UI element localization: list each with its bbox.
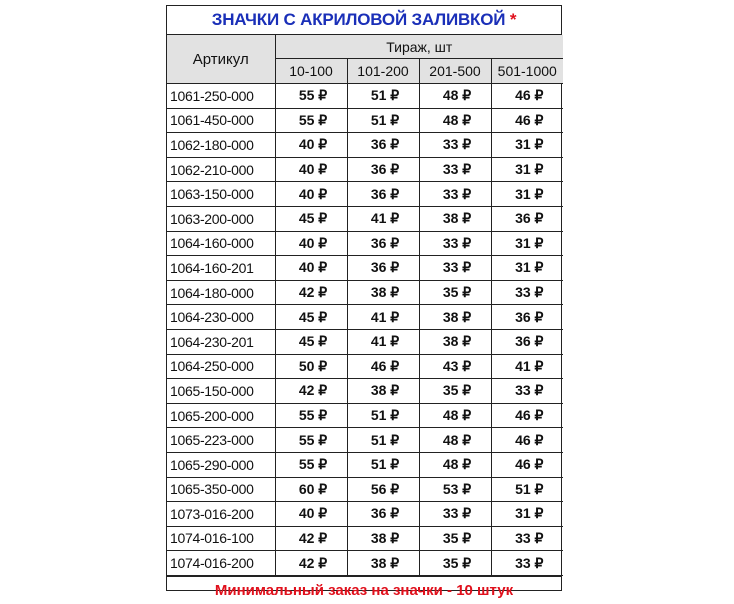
price-cell: 51 ₽ bbox=[347, 108, 419, 133]
price-cell: 42 ₽ bbox=[275, 379, 347, 404]
table-row bbox=[167, 206, 563, 231]
header-article: Артикул bbox=[167, 35, 275, 84]
table-row bbox=[167, 526, 563, 551]
table-row bbox=[167, 84, 563, 109]
price-cell: 31 ₽ bbox=[491, 182, 563, 207]
price-cell: 55 ₽ bbox=[275, 452, 347, 477]
header-quantity: Тираж, шт bbox=[275, 35, 563, 59]
article-cell: 1064-250-000 bbox=[167, 354, 275, 379]
price-cell: 33 ₽ bbox=[491, 526, 563, 551]
price-cell: 31 ₽ bbox=[491, 157, 563, 182]
price-cell: 48 ₽ bbox=[419, 428, 491, 453]
price-table-sheet bbox=[166, 5, 562, 599]
article-cell: 1065-350-000 bbox=[167, 477, 275, 502]
table-row bbox=[167, 108, 563, 133]
article-cell: 1065-200-000 bbox=[167, 403, 275, 428]
price-cell: 36 ₽ bbox=[347, 133, 419, 158]
article-cell: 1062-180-000 bbox=[167, 133, 275, 158]
table-row bbox=[167, 157, 563, 182]
price-cell: 55 ₽ bbox=[275, 84, 347, 109]
price-cell: 55 ₽ bbox=[275, 428, 347, 453]
price-cell: 38 ₽ bbox=[347, 526, 419, 551]
price-cell: 38 ₽ bbox=[419, 329, 491, 354]
table-row bbox=[167, 133, 563, 158]
table-row bbox=[167, 428, 563, 453]
price-cell: 53 ₽ bbox=[419, 477, 491, 502]
article-cell: 1064-180-000 bbox=[167, 280, 275, 305]
price-cell: 46 ₽ bbox=[491, 452, 563, 477]
price-cell: 41 ₽ bbox=[347, 329, 419, 354]
price-cell: 33 ₽ bbox=[419, 231, 491, 256]
price-cell: 46 ₽ bbox=[491, 108, 563, 133]
price-cell: 36 ₽ bbox=[347, 502, 419, 527]
article-cell: 1061-250-000 bbox=[167, 84, 275, 109]
table-row bbox=[167, 329, 563, 354]
price-cell: 40 ₽ bbox=[275, 502, 347, 527]
table-row bbox=[167, 354, 563, 379]
price-cell: 31 ₽ bbox=[491, 231, 563, 256]
price-cell: 46 ₽ bbox=[491, 403, 563, 428]
price-cell: 48 ₽ bbox=[419, 108, 491, 133]
header-range: 201-500 bbox=[419, 59, 491, 84]
price-cell: 50 ₽ bbox=[275, 354, 347, 379]
price-cell: 33 ₽ bbox=[491, 551, 563, 576]
table-row bbox=[167, 231, 563, 256]
price-cell: 45 ₽ bbox=[275, 206, 347, 231]
price-cell: 40 ₽ bbox=[275, 256, 347, 281]
table-title-text: ЗНАЧКИ С АКРИЛОВОЙ ЗАЛИВКОЙ bbox=[211, 10, 506, 29]
price-cell: 33 ₽ bbox=[419, 157, 491, 182]
price-cell: 33 ₽ bbox=[419, 256, 491, 281]
price-cell: 40 ₽ bbox=[275, 231, 347, 256]
price-cell: 51 ₽ bbox=[347, 452, 419, 477]
price-cell: 48 ₽ bbox=[419, 84, 491, 109]
price-cell: 51 ₽ bbox=[347, 403, 419, 428]
price-cell: 35 ₽ bbox=[419, 551, 491, 576]
article-cell: 1065-150-000 bbox=[167, 379, 275, 404]
article-cell: 1064-230-000 bbox=[167, 305, 275, 330]
price-cell: 36 ₽ bbox=[491, 305, 563, 330]
price-cell: 35 ₽ bbox=[419, 280, 491, 305]
header-range: 101-200 bbox=[347, 59, 419, 84]
price-cell: 46 ₽ bbox=[491, 84, 563, 109]
price-cell: 31 ₽ bbox=[491, 133, 563, 158]
table-row bbox=[167, 256, 563, 281]
table-row bbox=[167, 502, 563, 527]
price-cell: 36 ₽ bbox=[347, 231, 419, 256]
table-body bbox=[167, 84, 563, 576]
price-cell: 38 ₽ bbox=[347, 551, 419, 576]
article-cell: 1064-160-201 bbox=[167, 256, 275, 281]
price-cell: 33 ₽ bbox=[419, 502, 491, 527]
article-cell: 1065-290-000 bbox=[167, 452, 275, 477]
article-cell: 1061-450-000 bbox=[167, 108, 275, 133]
price-cell: 38 ₽ bbox=[347, 280, 419, 305]
price-cell: 46 ₽ bbox=[491, 428, 563, 453]
table-row bbox=[167, 280, 563, 305]
price-cell: 38 ₽ bbox=[419, 206, 491, 231]
title-asterisk: * bbox=[509, 10, 517, 29]
price-cell: 42 ₽ bbox=[275, 280, 347, 305]
price-cell: 55 ₽ bbox=[275, 108, 347, 133]
article-cell: 1064-230-201 bbox=[167, 329, 275, 354]
price-cell: 40 ₽ bbox=[275, 182, 347, 207]
price-cell: 36 ₽ bbox=[491, 206, 563, 231]
price-cell: 51 ₽ bbox=[491, 477, 563, 502]
price-cell: 36 ₽ bbox=[491, 329, 563, 354]
price-cell: 51 ₽ bbox=[347, 84, 419, 109]
price-cell: 35 ₽ bbox=[419, 526, 491, 551]
price-cell: 35 ₽ bbox=[419, 379, 491, 404]
table-title bbox=[167, 6, 561, 35]
article-cell: 1074-016-100 bbox=[167, 526, 275, 551]
price-cell: 33 ₽ bbox=[491, 379, 563, 404]
price-cell: 40 ₽ bbox=[275, 133, 347, 158]
price-cell: 36 ₽ bbox=[347, 157, 419, 182]
price-cell: 56 ₽ bbox=[347, 477, 419, 502]
price-cell: 38 ₽ bbox=[347, 379, 419, 404]
price-cell: 48 ₽ bbox=[419, 403, 491, 428]
price-cell: 55 ₽ bbox=[275, 403, 347, 428]
price-table bbox=[167, 35, 563, 576]
article-cell: 1074-016-200 bbox=[167, 551, 275, 576]
minimum-order-note: Минимальный заказ на значки - 10 штук bbox=[167, 576, 561, 604]
price-cell: 51 ₽ bbox=[347, 428, 419, 453]
table-row bbox=[167, 379, 563, 404]
table-row bbox=[167, 403, 563, 428]
price-cell: 41 ₽ bbox=[347, 305, 419, 330]
price-cell: 41 ₽ bbox=[491, 354, 563, 379]
table-row bbox=[167, 305, 563, 330]
price-cell: 36 ₽ bbox=[347, 182, 419, 207]
price-cell: 45 ₽ bbox=[275, 305, 347, 330]
price-cell: 31 ₽ bbox=[491, 502, 563, 527]
price-cell: 42 ₽ bbox=[275, 551, 347, 576]
table-row bbox=[167, 182, 563, 207]
price-cell: 43 ₽ bbox=[419, 354, 491, 379]
price-cell: 41 ₽ bbox=[347, 206, 419, 231]
price-cell: 36 ₽ bbox=[347, 256, 419, 281]
article-cell: 1063-200-000 bbox=[167, 206, 275, 231]
price-cell: 40 ₽ bbox=[275, 157, 347, 182]
price-cell: 33 ₽ bbox=[419, 133, 491, 158]
price-cell: 48 ₽ bbox=[419, 452, 491, 477]
table-row bbox=[167, 477, 563, 502]
price-cell: 45 ₽ bbox=[275, 329, 347, 354]
table-row bbox=[167, 452, 563, 477]
header-range: 10-100 bbox=[275, 59, 347, 84]
price-cell: 38 ₽ bbox=[419, 305, 491, 330]
table-row bbox=[167, 551, 563, 576]
price-cell: 42 ₽ bbox=[275, 526, 347, 551]
header-range: 501-1000 bbox=[491, 59, 563, 84]
price-cell: 60 ₽ bbox=[275, 477, 347, 502]
article-cell: 1073-016-200 bbox=[167, 502, 275, 527]
price-cell: 33 ₽ bbox=[491, 280, 563, 305]
article-cell: 1062-210-000 bbox=[167, 157, 275, 182]
price-cell: 46 ₽ bbox=[347, 354, 419, 379]
price-cell: 33 ₽ bbox=[419, 182, 491, 207]
price-cell: 31 ₽ bbox=[491, 256, 563, 281]
article-cell: 1063-150-000 bbox=[167, 182, 275, 207]
article-cell: 1065-223-000 bbox=[167, 428, 275, 453]
article-cell: 1064-160-000 bbox=[167, 231, 275, 256]
